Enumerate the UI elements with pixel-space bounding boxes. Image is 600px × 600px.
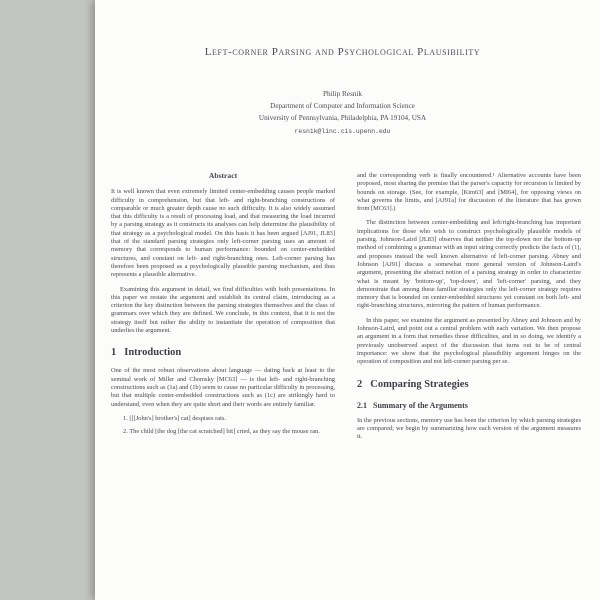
author-block — [95, 88, 590, 138]
author-email: resnik@linc.cis.upenn.edu — [294, 128, 391, 135]
right-paragraph-4: In the previous sections, memory use has been the criterion by which parsing strategies are compared; we begin by summarizing how each version of the argument measures it. — [357, 416, 581, 441]
section-2-number: 2 — [357, 378, 363, 390]
example-item-2: 2. The child [the dog [the cat scratched] bit] cried, as they say the mouse ran. — [123, 428, 320, 436]
right-paragraph-3: In this paper, we examine the argument as presented by Abney and Johnson and by Johnson-Laird, and point out a central problem with each variation. We then propose an argument in a form that remedies those difficulties, and in so doing, we identify a previously unobserved aspect of the discussion that turns out to be of central importance: we show that the psychological plausibility argument hinges on the operation of composition and not left-corner parsing per se. — [357, 316, 581, 366]
abstract-paragraph-2: Examining this argument in detail, we find difficulties with both presentations. In this paper we restate the argument and establish its central claim, introducing as a criterion the key distinction between the parsing strategies themselves and the class of grammars over which they are defined. We conclude, in this context, that it is not the strategy itself but rather the ability to instantiate the operation of composition that underlies the argument. — [111, 285, 335, 335]
section-2-1-title: Summary of the Arguments — [373, 400, 468, 410]
abstract-heading: Abstract — [208, 172, 238, 180]
affiliation-university: University of Pennsylvania, Philadelphia, PA 19104, USA — [258, 114, 427, 122]
author-name: Philip Resnik — [323, 90, 362, 98]
right-paragraph-1: and the corresponding verb is finally encountered.¹ Alternative accounts have been proposed, most sharing the premise that the parser's capacity for recursion is limited by bounds on storage. (See, for example, [Kim63] and [MI64], for opposing views on what governs the limits, and [AJ91a] for discussion of the literature that has grown from [MC63].) — [357, 172, 581, 213]
section-2-1-number: 2.1 — [357, 400, 367, 410]
section-1-title: Introduction — [124, 347, 182, 359]
section-1-number: 1 — [111, 347, 117, 359]
right-paragraph-2: The distinction between center-embedding and left/right-branching has important implications for those who wish to construct psychologically plausible models of parsing. Johnson-Laird [JL83] observes that neither the top-down nor the bottom-up method of combining a grammar with an input string correctly predicts the facts of (1), and proposes instead the well known alternative of left-corner parsing. Abney and Johnson [AJ91] discuss a somewhat more general version of Johnson-Laird's argument, presenting the abstract notion of a parsing strategy in order to characterize what is meant by 'bottom-up', 'top-down', and 'left-corner' parsing, and they demonstrate that among these familiar strategies only the left-corner strategy requires memory that is bounded on center-embedded structures yet constant on both left- and right-branching structures, mirroring the pattern of human performance. — [357, 219, 581, 310]
example-list — [111, 415, 335, 437]
example-item-1: 1. [[[John's] brother's] cat] despises rats. — [123, 414, 226, 422]
affiliation-department: Department of Computer and Information Science — [270, 102, 415, 110]
abstract-paragraph-1: It is well known that even extremely limited center-embedding causes people marked difficulty in comprehension, but that left- and right-branching constructions of comparable or much greater depth cause no such difficulty. It is also widely assumed that this difficulty is a result of processing load, and that measuring the load incurred by a parsing strategy as it constructs its analyses can help determine the plausibility of that strategy as a psychological model. On this basis it has been argued [AJ91, JL83] that of the standard parsing strategies only left-corner parsing uses an amount of memory that corresponds to human performance: bounded on center-embedded structures, and constant on left- and right-branching ones. Left-corner parsing has therefore been proposed as a psychologically plausible parsing mechanism, and thus represents a plausible alternative. — [111, 188, 335, 279]
paper-title: Left-corner Parsing and Psychological Plausibility — [204, 46, 481, 58]
section-2-heading — [357, 379, 581, 391]
paper-page — [95, 0, 600, 600]
right-column — [357, 172, 581, 600]
section-1-heading — [111, 347, 335, 359]
section-2-title: Comparing Strategies — [370, 378, 469, 390]
page-content — [95, 0, 600, 600]
section-2-1-heading — [357, 401, 581, 411]
left-column — [111, 172, 335, 600]
intro-paragraph-1: One of the most robust observations about language — dating back at least to the seminal work of Miller and Chomsky [MC63] — is that left- and right-branching constructions such as (1a) and (1b) seem to cause no particular difficulty in processing, but that multiple center-embedded constructions such as (1c) are strikingly hard to understand, even when they are quite short and their words are entirely familiar. — [111, 367, 335, 408]
